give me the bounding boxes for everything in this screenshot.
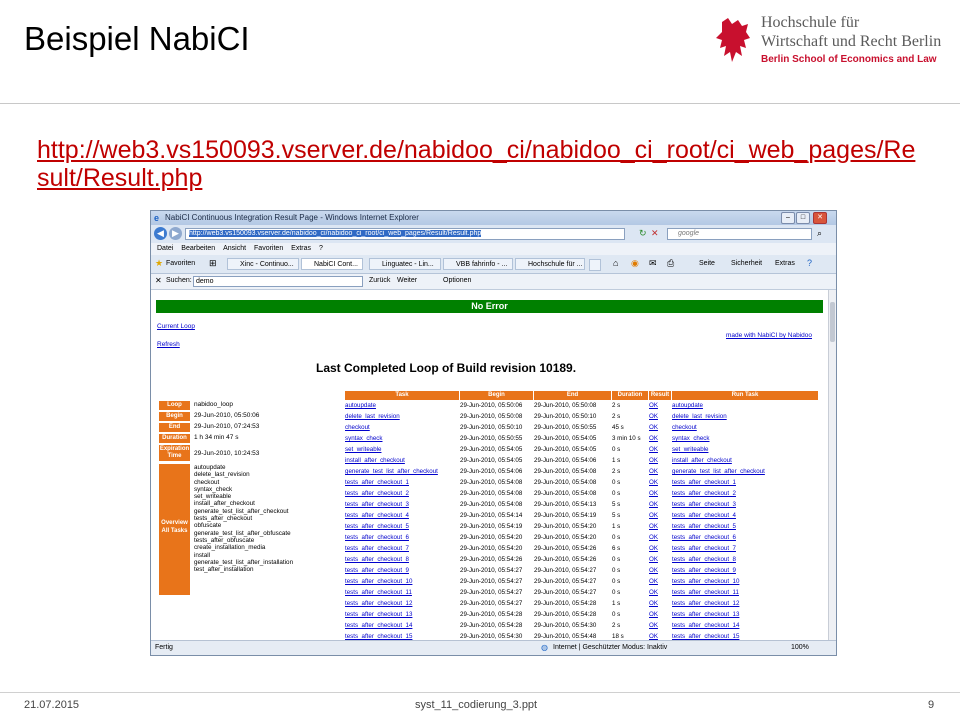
result-link[interactable]: OK: [649, 611, 658, 618]
tab-nabici[interactable]: NabiCI Cont...: [301, 258, 363, 270]
end-cell: 29-Jun-2010, 05:50:55: [534, 424, 597, 431]
hwr-bear-logo-icon: [714, 16, 754, 66]
menu-bar: [151, 243, 836, 255]
logo-line-3: Berlin School of Economics and Law: [761, 54, 937, 65]
task-link[interactable]: tests_after_checkout_9: [345, 567, 409, 574]
print-icon[interactable]: ⎙: [667, 258, 675, 268]
result-link[interactable]: OK: [649, 479, 658, 486]
result-link[interactable]: OK: [649, 402, 658, 409]
duration-cell: 18 s: [612, 633, 624, 640]
status-banner: No Error: [156, 300, 823, 313]
begin-cell: 29-Jun-2010, 05:54:08: [460, 479, 523, 486]
new-tab-button[interactable]: [589, 259, 601, 271]
logo-line-1: Hochschule für: [761, 14, 860, 31]
table-row: [345, 610, 819, 621]
table-row: [345, 566, 819, 577]
result-link[interactable]: OK: [649, 501, 658, 508]
feeds-icon[interactable]: ◉: [631, 258, 639, 268]
find-bar: [151, 274, 836, 290]
footer-divider: [0, 692, 960, 693]
info-label-duration: Duration: [158, 433, 191, 444]
col-header-result: Result: [649, 391, 672, 400]
begin-cell: 29-Jun-2010, 05:54:28: [460, 611, 523, 618]
result-link[interactable]: OK: [649, 446, 658, 453]
overview-task: obfuscate: [194, 522, 222, 530]
footer-page-number: 9: [928, 699, 935, 711]
find-forward-button[interactable]: Weiter: [397, 277, 418, 284]
table-row: [345, 412, 819, 423]
command-sicherheit[interactable]: Sicherheit: [731, 260, 763, 267]
run-task-link[interactable]: set_writeable: [672, 446, 709, 453]
duration-cell: 0 s: [612, 534, 621, 541]
result-link[interactable]: OK: [649, 435, 658, 442]
info-value-expiration: 29-Jun-2010, 10:24:53: [194, 450, 260, 457]
overview-task: generate_test_list_after_obfuscate: [194, 529, 291, 537]
end-cell: 29-Jun-2010, 05:54:05: [534, 435, 597, 442]
task-link[interactable]: tests_after_checkout_6: [345, 534, 409, 541]
result-link[interactable]: OK: [649, 512, 658, 519]
run-task-link[interactable]: tests_after_checkout_4: [672, 512, 736, 519]
duration-cell: 2 s: [612, 468, 621, 475]
result-link[interactable]: OK: [649, 633, 658, 640]
window-title: NabiCI Continuous Integration Result Page - Windows Internet Explorer: [165, 213, 419, 222]
end-cell: 29-Jun-2010, 05:54:27: [534, 589, 597, 596]
duration-cell: 1 s: [612, 600, 621, 607]
end-cell: 29-Jun-2010, 05:50:08: [534, 402, 597, 409]
begin-cell: 29-Jun-2010, 05:54:27: [460, 589, 523, 596]
begin-cell: 29-Jun-2010, 05:54:14: [460, 512, 523, 519]
duration-cell: 0 s: [612, 578, 621, 585]
begin-cell: 29-Jun-2010, 05:54:05: [460, 457, 523, 464]
end-cell: 29-Jun-2010, 05:54:19: [534, 512, 597, 519]
end-cell: 29-Jun-2010, 05:54:28: [534, 600, 597, 607]
end-cell: 29-Jun-2010, 05:54:20: [534, 534, 597, 541]
task-link[interactable]: tests_after_checkout_8: [345, 556, 409, 563]
run-task-link[interactable]: syntax_check: [672, 435, 710, 442]
table-row: [345, 478, 819, 489]
duration-cell: 2 s: [612, 622, 621, 629]
info-label-end: End: [158, 422, 191, 433]
duration-cell: 0 s: [612, 479, 621, 486]
begin-cell: 29-Jun-2010, 05:54:08: [460, 501, 523, 508]
tab-hochschule[interactable]: Hochschule für ...: [515, 258, 585, 270]
overview-task: install_after_checkout: [194, 500, 255, 508]
tab-xinc[interactable]: Xinc - Continuo...: [227, 258, 299, 270]
end-cell: 29-Jun-2010, 05:54:27: [534, 567, 597, 574]
menu-extras[interactable]: Extras: [291, 245, 312, 252]
logo-line-2: Wirtschaft und Recht Berlin: [761, 33, 942, 50]
col-header-run-task: Run Task: [672, 391, 819, 400]
made-with-link[interactable]: made with NabiCI by Nabidoo: [726, 332, 812, 339]
overview-task: tests_after_checkout: [194, 515, 253, 523]
duration-cell: 3 min 10 s: [612, 435, 641, 442]
overview-task: test_after_installation: [194, 566, 254, 574]
home-icon[interactable]: ⌂: [613, 258, 619, 268]
task-link[interactable]: autoupdate: [345, 402, 376, 409]
info-value-end: 29-Jun-2010, 07:24:53: [194, 423, 260, 430]
begin-cell: 29-Jun-2010, 05:54:27: [460, 578, 523, 585]
info-value-begin: 29-Jun-2010, 05:50:06: [194, 412, 260, 419]
address-bar-row: [151, 225, 836, 243]
duration-cell: 1 s: [612, 457, 621, 464]
search-icon[interactable]: ⌕: [817, 228, 823, 238]
begin-cell: 29-Jun-2010, 05:54:28: [460, 622, 523, 629]
end-cell: 29-Jun-2010, 05:54:08: [534, 490, 597, 497]
back-icon[interactable]: ◀: [154, 227, 167, 240]
end-cell: 29-Jun-2010, 05:54:27: [534, 578, 597, 585]
task-link[interactable]: tests_after_checkout_11: [345, 589, 412, 596]
begin-cell: 29-Jun-2010, 05:50:55: [460, 435, 523, 442]
task-link[interactable]: delete_last_revision: [345, 413, 400, 420]
task-link[interactable]: install_after_checkout: [345, 457, 405, 464]
end-cell: 29-Jun-2010, 05:50:10: [534, 413, 597, 420]
scrollbar-thumb[interactable]: [830, 302, 835, 342]
result-link[interactable]: OK: [649, 567, 658, 574]
result-link[interactable]: OK: [649, 622, 658, 629]
browser-window: [150, 210, 837, 656]
duration-cell: 0 s: [612, 611, 621, 618]
end-cell: 29-Jun-2010, 05:54:30: [534, 622, 597, 629]
duration-cell: 5 s: [612, 501, 621, 508]
command-seite[interactable]: Seite: [699, 260, 715, 267]
end-cell: 29-Jun-2010, 05:54:26: [534, 556, 597, 563]
task-link[interactable]: checkout: [345, 424, 370, 431]
end-cell: 29-Jun-2010, 05:54:13: [534, 501, 597, 508]
info-label-begin: Begin: [158, 411, 191, 422]
result-link[interactable]: OK: [649, 523, 658, 530]
duration-cell: 0 s: [612, 556, 621, 563]
browser-titlebar: [151, 211, 836, 225]
run-task-link[interactable]: tests_after_checkout_7: [672, 545, 736, 552]
ie-icon: e: [154, 213, 160, 223]
run-task-link[interactable]: tests_after_checkout_5: [672, 523, 736, 530]
task-link[interactable]: tests_after_checkout_14: [345, 622, 413, 629]
page-scrollbar[interactable]: [828, 290, 837, 640]
find-label: Suchen:: [166, 277, 192, 284]
end-cell: 29-Jun-2010, 05:54:28: [534, 611, 597, 618]
result-link[interactable]: OK: [649, 600, 658, 607]
security-zone: Internet | Geschützter Modus: Inaktiv: [553, 644, 668, 651]
status-text: Fertig: [155, 644, 173, 651]
begin-cell: 29-Jun-2010, 05:54:19: [460, 523, 523, 530]
help-icon[interactable]: ?: [807, 258, 813, 268]
address-input[interactable]: [185, 228, 625, 240]
find-close-icon[interactable]: ✕: [155, 276, 162, 285]
result-link[interactable]: OK: [649, 424, 658, 431]
command-extras[interactable]: Extras: [775, 260, 795, 267]
task-link[interactable]: tests_after_checkout_10: [345, 578, 413, 585]
duration-cell: 0 s: [612, 589, 621, 596]
duration-cell: 6 s: [612, 545, 621, 552]
table-row: [345, 621, 819, 632]
mail-icon[interactable]: ✉: [649, 258, 657, 268]
col-header-duration: Duration: [612, 391, 649, 400]
status-bar: [151, 640, 836, 656]
task-link[interactable]: tests_after_checkout_13: [345, 611, 413, 618]
find-input[interactable]: demo: [193, 276, 363, 287]
refresh-link[interactable]: Refresh: [157, 341, 180, 348]
table-row: [345, 555, 819, 566]
result-link[interactable]: OK: [649, 468, 658, 475]
table-row: [345, 599, 819, 610]
table-row: [345, 577, 819, 588]
overview-task: generate_test_list_after_installation: [194, 558, 294, 566]
table-row: [345, 533, 819, 544]
favorites-tab-bar: [151, 255, 836, 274]
table-row: [345, 467, 819, 478]
run-task-link[interactable]: tests_after_checkout_8: [672, 556, 736, 563]
end-cell: 29-Jun-2010, 05:54:48: [534, 633, 597, 640]
run-task-link[interactable]: delete_last_revision: [672, 413, 727, 420]
overview-task: install: [194, 551, 211, 559]
duration-cell: 0 s: [612, 446, 621, 453]
tab-linguatec[interactable]: Linguatec - Lin...: [369, 258, 441, 270]
run-task-link[interactable]: tests_after_checkout_9: [672, 567, 736, 574]
begin-cell: 29-Jun-2010, 05:54:08: [460, 490, 523, 497]
duration-cell: 2 s: [612, 413, 621, 420]
loop-heading: Last Completed Loop of Build revision 10189.: [316, 361, 577, 375]
menu-datei[interactable]: Datei: [157, 245, 174, 252]
task-link[interactable]: tests_after_checkout_2: [345, 490, 409, 497]
table-row: [345, 522, 819, 533]
begin-cell: 29-Jun-2010, 05:54:27: [460, 600, 523, 607]
col-header-end: End: [534, 391, 612, 400]
end-cell: 29-Jun-2010, 05:54:26: [534, 545, 597, 552]
stop-icon[interactable]: ✕: [651, 228, 659, 238]
info-value-loop: nabidoo_loop: [194, 401, 234, 408]
task-link[interactable]: tests_after_checkout_4: [345, 512, 409, 519]
run-task-link[interactable]: tests_after_checkout_1: [672, 479, 736, 486]
end-cell: 29-Jun-2010, 05:54:20: [534, 523, 597, 530]
table-row: [345, 588, 819, 599]
table-row: [345, 632, 819, 640]
run-task-link[interactable]: tests_after_checkout_10: [672, 578, 740, 585]
duration-cell: 5 s: [612, 512, 621, 519]
run-task-link[interactable]: tests_after_checkout_14: [672, 622, 740, 629]
duration-cell: 1 s: [612, 523, 621, 530]
menu-bearbeiten[interactable]: Bearbeiten: [181, 245, 216, 252]
tab-vbb[interactable]: VBB fahrinfo - ...: [443, 258, 513, 270]
result-link[interactable]: OK: [649, 589, 658, 596]
col-header-begin: Begin: [460, 391, 534, 400]
table-row: [345, 544, 819, 555]
overview-task: delete_last_revision: [194, 471, 250, 479]
address-text: http://web3.vs150093.vserver.de/nabidoo_ci/nabidoo_ci_root/ci_web_pages/Result/Result.php: [189, 230, 482, 237]
task-link[interactable]: syntax_check: [345, 435, 383, 442]
find-back-button[interactable]: Zurück: [369, 277, 391, 284]
table-row: [345, 423, 819, 434]
duration-cell: 45 s: [612, 424, 624, 431]
favorites-star-icon[interactable]: ★: [155, 258, 164, 268]
run-task-link[interactable]: install_after_checkout: [672, 457, 732, 464]
overview-task: generate_test_list_after_checkout: [194, 507, 289, 515]
quick-tabs-icon[interactable]: ⊞: [209, 258, 217, 268]
page-content: [151, 290, 828, 640]
slide-title: Beispiel NabiCI: [24, 20, 250, 57]
end-cell: 29-Jun-2010, 05:54:08: [534, 479, 597, 486]
table-row: [345, 445, 819, 456]
overview-task: checkout: [194, 478, 220, 486]
overview-task: autoupdate: [194, 464, 226, 471]
run-task-link[interactable]: tests_after_checkout_15: [672, 633, 740, 640]
begin-cell: 29-Jun-2010, 05:50:10: [460, 424, 523, 431]
overview-task: set_writeable: [194, 493, 232, 501]
overview-task-list: [194, 464, 293, 573]
close-window-button[interactable]: ✕: [813, 212, 827, 224]
run-task-link[interactable]: autoupdate: [672, 402, 703, 409]
search-input[interactable]: google: [667, 228, 812, 240]
menu-help[interactable]: ?: [318, 245, 323, 252]
result-link[interactable]: OK: [649, 457, 658, 464]
title-divider: [0, 103, 960, 104]
result-link[interactable]: OK: [649, 413, 658, 420]
maximize-button[interactable]: □: [796, 212, 810, 224]
run-task-link[interactable]: tests_after_checkout_6: [672, 534, 736, 541]
end-cell: 29-Jun-2010, 05:54:06: [534, 457, 597, 464]
task-link[interactable]: tests_after_checkout_7: [345, 545, 409, 552]
begin-cell: 29-Jun-2010, 05:50:06: [460, 402, 523, 409]
task-link[interactable]: set_writeable: [345, 446, 382, 453]
task-link[interactable]: generate_test_list_after_checkout: [345, 468, 438, 475]
refresh-icon[interactable]: ↻: [639, 228, 647, 238]
begin-cell: 29-Jun-2010, 05:54:26: [460, 556, 523, 563]
run-task-link[interactable]: tests_after_checkout_2: [672, 490, 736, 497]
task-link[interactable]: tests_after_checkout_15: [345, 633, 413, 640]
run-task-link[interactable]: generate_test_list_after_checkout: [672, 468, 765, 475]
find-options-button[interactable]: Optionen: [443, 277, 472, 284]
task-link[interactable]: tests_after_checkout_3: [345, 501, 409, 508]
result-link[interactable]: OK: [649, 556, 658, 563]
end-cell: 29-Jun-2010, 05:54:08: [534, 468, 597, 475]
table-row: [345, 489, 819, 500]
forward-icon[interactable]: ▶: [169, 227, 182, 240]
begin-cell: 29-Jun-2010, 05:54:20: [460, 534, 523, 541]
current-loop-link[interactable]: Current Loop: [157, 323, 195, 330]
footer-filename: syst_11_codierung_3.ppt: [415, 699, 538, 711]
run-task-link[interactable]: checkout: [672, 424, 697, 431]
begin-cell: 29-Jun-2010, 05:54:06: [460, 468, 523, 475]
overview-task: syntax_check: [194, 485, 233, 493]
table-row: [345, 511, 819, 522]
duration-cell: 2 s: [612, 402, 621, 409]
overview-task: tests_after_obfuscate: [194, 536, 255, 544]
overview-task: create_installation_media: [194, 544, 266, 552]
table-row: [345, 500, 819, 511]
task-link[interactable]: tests_after_checkout_5: [345, 523, 409, 530]
table-row: [345, 434, 819, 445]
run-task-link[interactable]: tests_after_checkout_12: [672, 600, 740, 607]
result-link[interactable]: OK: [649, 534, 658, 541]
table-row: [345, 401, 819, 412]
end-cell: 29-Jun-2010, 05:54:05: [534, 446, 597, 453]
table-row: [345, 456, 819, 467]
run-task-link[interactable]: tests_after_checkout_3: [672, 501, 736, 508]
begin-cell: 29-Jun-2010, 05:54:27: [460, 567, 523, 574]
info-label-loop: Loop: [158, 400, 191, 411]
favorites-button[interactable]: Favoriten: [166, 260, 196, 267]
overview-label: Overview All Tasks: [158, 463, 191, 596]
duration-cell: 0 s: [612, 490, 621, 497]
result-link[interactable]: OK: [649, 578, 658, 585]
run-task-link[interactable]: tests_after_checkout_11: [672, 589, 739, 596]
result-link[interactable]: OK: [649, 545, 658, 552]
info-value-duration: 1 h 34 min 47 s: [194, 434, 239, 441]
info-label-expiration: Expiration Time: [158, 444, 191, 462]
task-link[interactable]: tests_after_checkout_1: [345, 479, 409, 486]
hwr-logo: [714, 12, 944, 72]
begin-cell: 29-Jun-2010, 05:54:20: [460, 545, 523, 552]
col-header-task: Task: [345, 391, 460, 400]
duration-cell: 0 s: [612, 567, 621, 574]
result-link[interactable]: OK: [649, 490, 658, 497]
run-task-link[interactable]: tests_after_checkout_13: [672, 611, 740, 618]
minimize-button[interactable]: –: [781, 212, 795, 224]
begin-cell: 29-Jun-2010, 05:50:08: [460, 413, 523, 420]
task-link[interactable]: tests_after_checkout_12: [345, 600, 413, 607]
menu-favoriten[interactable]: Favoriten: [254, 245, 284, 252]
result-page-link[interactable]: http://web3.vs150093.vserver.de/nabidoo_ci/nabidoo_ci_root/ci_web_pages/Result/Result.php: [37, 136, 916, 192]
zoom-level[interactable]: 100%: [791, 644, 809, 651]
globe-icon: ◍: [541, 643, 548, 652]
begin-cell: 29-Jun-2010, 05:54:05: [460, 446, 523, 453]
begin-cell: 29-Jun-2010, 05:54:30: [460, 633, 523, 640]
footer-date: 21.07.2015: [24, 699, 80, 711]
menu-ansicht[interactable]: Ansicht: [223, 245, 247, 252]
